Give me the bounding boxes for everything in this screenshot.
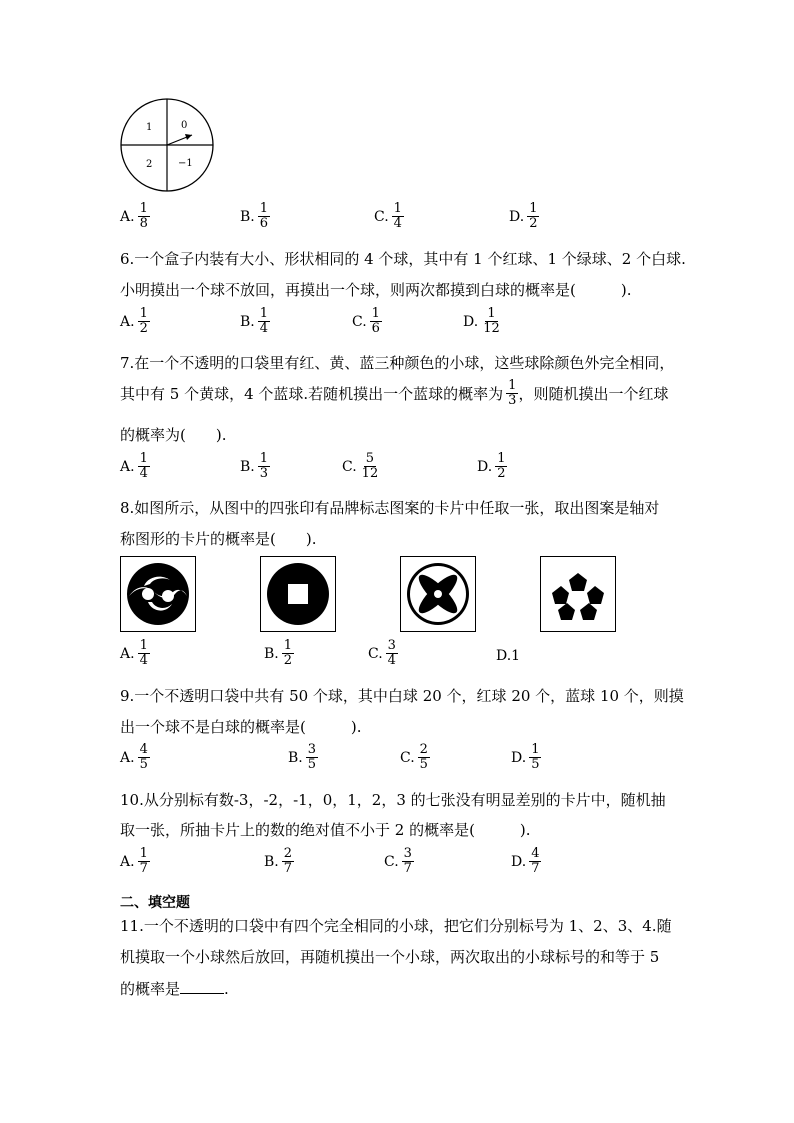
- q8-option-c: C. $\frac{3}{4}$: [368, 638, 396, 668]
- q8-option-a: A. $\frac{1}{4}$: [120, 638, 148, 668]
- logo-card-4: [540, 556, 616, 632]
- q9-line2: 出一个球不是白球的概率是( ).: [120, 718, 362, 736]
- q7-option-a: A. $\frac{1}{4}$: [120, 451, 148, 481]
- spinner-sector-1: 1: [146, 122, 153, 133]
- q11-line2: 机摸取一个小球然后放回，再随机摸出一个小球，两次取出的小球标号的和等于 5: [120, 948, 660, 966]
- q8-line1: 8.如图所示，从图中的四张印有品牌标志图案的卡片中任取一张，取出图案是轴对: [120, 499, 660, 517]
- q5-option-b: B. $\frac{1}{6}$: [240, 201, 269, 231]
- spinner-sector-0: 0: [181, 120, 188, 131]
- q7-option-d: D. $\frac{1}{2}$: [477, 451, 506, 481]
- q5-option-c: C. $\frac{1}{4}$: [374, 201, 402, 231]
- q11-line3: 的概率是 .: [120, 980, 229, 998]
- q7-line1: 7.在一个不透明的口袋里有红、黄、蓝三种颜色的小球，这些球除颜色外完全相同，: [120, 354, 675, 372]
- q6-option-a: A. $\frac{1}{2}$: [120, 306, 148, 336]
- q6-option-b: B. $\frac{1}{4}$: [240, 306, 269, 336]
- q11-line1: 11.一个不透明的口袋中有四个完全相同的小球，把它们分别标号为 1、2、3、4.随: [120, 917, 672, 935]
- q8-option-b: B. $\frac{1}{2}$: [264, 638, 293, 668]
- spinner-sector-neg1: −1: [178, 158, 193, 169]
- q7-line3: 的概率为( ).: [120, 426, 227, 444]
- q6-option-c: C. $\frac{1}{6}$: [352, 306, 380, 336]
- q10-option-d: D. $\frac{4}{7}$: [511, 846, 540, 876]
- q9-line1: 9.一个不透明口袋中共有 50 个球，其中白球 20 个，红球 20 个，蓝球 10 个，则摸: [120, 687, 684, 705]
- q10-line1: 10.从分别标有数-3，-2，-1，0，1，2，3 的七张没有明显差别的卡片中，随机抽: [120, 791, 666, 809]
- q5-option-d: D. $\frac{1}{2}$: [509, 201, 538, 231]
- logo-card-1: [120, 556, 196, 632]
- q7-option-b: B. $\frac{1}{3}$: [240, 451, 269, 481]
- q7-line2: 其中有 5 个黄球，4 个蓝球.若随机摸出一个蓝球的概率为 $\frac{1}{3}$ ，则随机摸出一个红球: [120, 378, 669, 408]
- q5-option-a: A. $\frac{1}{8}$: [120, 201, 148, 231]
- section-fill-in-title: 二、填空题: [120, 895, 190, 911]
- q6-line2: 小明摸出一个球不放回，再摸出一个球，则两次都摸到白球的概率是( ).: [120, 281, 632, 299]
- q6-option-d: D. $\frac{1}{12}$: [463, 306, 500, 336]
- q8-line2: 称图形的卡片的概率是( ).: [120, 530, 317, 548]
- answer-blank[interactable]: [180, 979, 224, 994]
- q7-option-c: C. $\frac{5}{12}$: [342, 451, 379, 481]
- q8-option-d: D.1: [496, 648, 521, 664]
- q10-option-c: C. $\frac{3}{7}$: [384, 846, 412, 876]
- q10-option-b: B. $\frac{2}{7}$: [264, 846, 293, 876]
- q9-option-a: A. $\frac{4}{5}$: [120, 742, 148, 772]
- logo-card-3: [400, 556, 476, 632]
- spinner-sector-2: 2: [146, 159, 153, 170]
- q6-line1: 6.一个盒子内装有大小、形状相同的 4 个球，其中有 1 个红球、1 个绿球、2 个白球.: [120, 250, 686, 268]
- logo-card-2: [260, 556, 336, 632]
- q9-option-d: D. $\frac{1}{5}$: [511, 742, 540, 772]
- q10-line2: 取一张，所抽卡片上的数的绝对值不小于 2 的概率是( ).: [120, 821, 531, 839]
- q9-option-c: C. $\frac{2}{5}$: [400, 742, 428, 772]
- q10-option-a: A. $\frac{1}{7}$: [120, 846, 148, 876]
- spinner-figure: [118, 97, 218, 193]
- q9-option-b: B. $\frac{3}{5}$: [288, 742, 317, 772]
